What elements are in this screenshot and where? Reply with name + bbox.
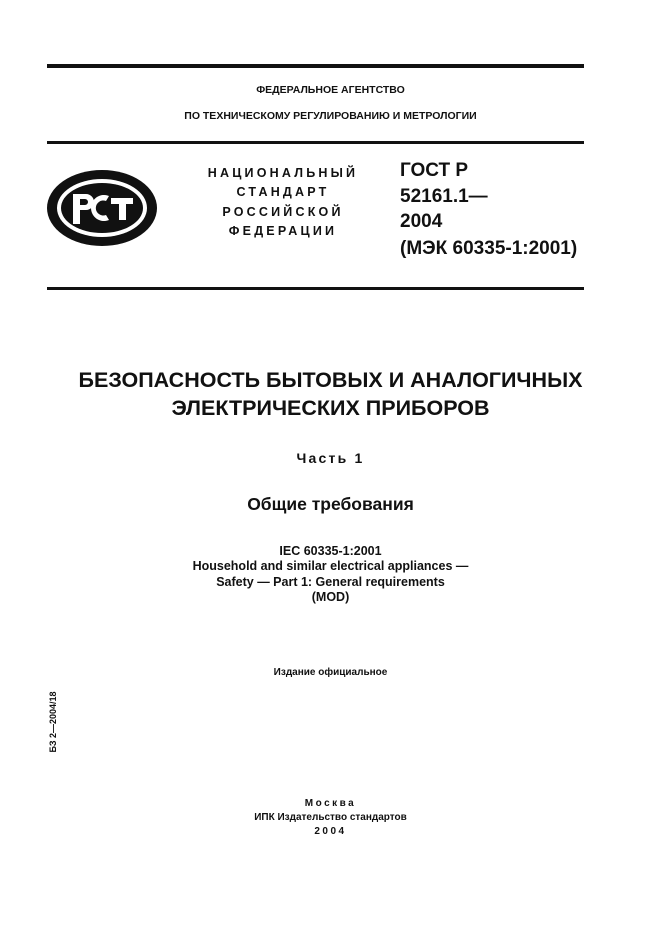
- header-rule: [47, 141, 584, 144]
- designation-gost: ГОСТ Р: [400, 160, 469, 181]
- part-number: Часть 1: [296, 450, 365, 466]
- iec-title-line1: Household and similar electrical appliances —: [192, 559, 469, 573]
- publication-year: 2004: [314, 826, 347, 837]
- agency-name-line1: ФЕДЕРАЛЬНОЕ АГЕНТСТВО: [256, 84, 405, 96]
- gost-r-seal-icon: [45, 168, 159, 248]
- publication-city: Москва: [304, 798, 357, 809]
- document-title-line2: ЭЛЕКТРИЧЕСКИХ ПРИБОРОВ: [171, 396, 490, 420]
- standard-type-line4: ФЕДЕРАЦИИ: [228, 224, 338, 238]
- document-title-line1: БЕЗОПАСНОСТЬ БЫТОВЫХ И АНАЛОГИЧНЫХ: [78, 368, 583, 392]
- designation-number: 52161.1—: [400, 186, 488, 207]
- designation-iec-ref: (МЭК 60335-1:2001): [400, 238, 578, 259]
- document-subtitle: Общие требования: [247, 494, 414, 514]
- edition-label: Издание официальное: [273, 667, 388, 678]
- top-rule: [47, 64, 584, 68]
- standard-type-line2: СТАНДАРТ: [236, 185, 330, 199]
- standard-type-line3: РОССИЙСКОЙ: [222, 205, 344, 219]
- publisher: ИПК Издательство стандартов: [254, 812, 407, 823]
- standard-type-line1: НАЦИОНАЛЬНЫЙ: [207, 166, 359, 180]
- iec-modification: (MOD): [311, 590, 350, 604]
- designation-year: 2004: [400, 211, 443, 232]
- iec-title-line2: Safety — Part 1: General requirements: [216, 575, 445, 589]
- side-print-code: БЗ 2—2004/18: [48, 691, 58, 753]
- agency-name-line2: ПО ТЕХНИЧЕСКОМУ РЕГУЛИРОВАНИЮ И МЕТРОЛОГИИ: [184, 110, 477, 122]
- designation-rule: [47, 287, 584, 290]
- iec-reference: IEC 60335-1:2001: [279, 544, 382, 558]
